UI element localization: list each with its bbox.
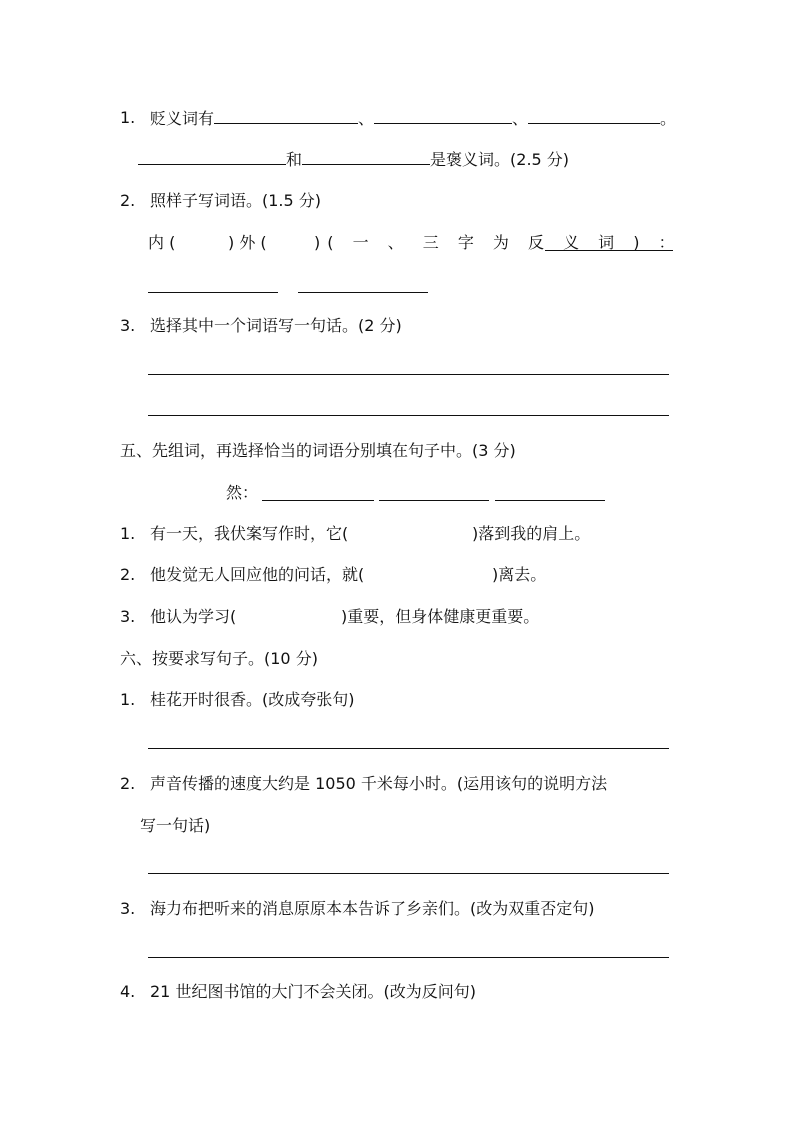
q1-blank-5[interactable] (302, 148, 430, 165)
s5-ran-blank-3[interactable] (495, 500, 605, 501)
q3-number: 3. (120, 316, 136, 335)
s5-item-3-before: 他认为学习( (150, 607, 237, 626)
s5-heading: 五、先组词，再选择恰当的词语分别填在句子中。(3 分) (120, 441, 516, 460)
s6-item-1-answer-line[interactable] (148, 748, 669, 749)
q1-blank-1[interactable] (214, 107, 358, 124)
q1-tail: 是褒义词。(2.5 分) (430, 150, 570, 169)
s6-item-4-text: 21 世纪图书馆的大门不会关闭。(改为反问句) (150, 982, 476, 1001)
s6-item-2-cont: 写一句话) (140, 816, 211, 835)
s5-ran-label: 然： (226, 483, 259, 502)
q3-answer-line-2[interactable] (148, 415, 669, 416)
s6-item-2-answer-line[interactable] (148, 873, 669, 874)
s5-item-2-after: )离去。 (492, 565, 547, 584)
s5-ran-blank-1[interactable] (262, 500, 374, 501)
s5-item-3-number: 3. (120, 607, 136, 626)
s6-heading: 六、按要求写句子。(10 分) (120, 649, 318, 668)
s6-item-2-text: 声音传播的速度大约是 1050 千米每小时。(运用该句的说明方法 (150, 774, 608, 793)
q1-text (150, 107, 676, 130)
q1-and: 和 (286, 150, 303, 169)
s5-item-2-number: 2. (120, 565, 136, 584)
q2-answer-line-3[interactable] (298, 292, 428, 293)
q3-answer-line-1[interactable] (148, 374, 669, 375)
q2-nei: 内 ( (148, 233, 176, 252)
q2-label: 照样子写词语。(1.5 分) (150, 191, 322, 210)
q1-sep-1: 、 (358, 109, 375, 128)
q2-answer-line-2[interactable] (148, 292, 278, 293)
s6-item-3-text: 海力布把听来的消息原原本本告诉了乡亲们。(改为双重否定句) (150, 899, 595, 918)
s6-item-2-number: 2. (120, 774, 136, 793)
s6-item-1-text: 桂花开时很香。(改成夸张句) (150, 690, 355, 709)
q2-answer-line-1[interactable] (545, 250, 673, 251)
q1-number: 1. (120, 108, 136, 127)
q1-sep-2: 、 (512, 109, 529, 128)
q1-blank-2[interactable] (374, 107, 512, 124)
s5-item-1-after: )落到我的肩上。 (472, 524, 591, 543)
s6-item-3-number: 3. (120, 899, 136, 918)
s6-item-1-number: 1. (120, 690, 136, 709)
s5-item-1-number: 1. (120, 524, 136, 543)
s5-ran-blank-2[interactable] (379, 500, 489, 501)
q2-wai: ) 外 ( (228, 233, 267, 252)
q3-label: 选择其中一个词语写一句话。(2 分) (150, 316, 402, 335)
q2-rule: )( 一 、 三 字 为 反 义 词 ) ： (314, 233, 682, 252)
q1-line-2-text (138, 148, 569, 171)
s6-item-3-answer-line[interactable] (148, 957, 669, 958)
q1-blank-4[interactable] (138, 148, 286, 165)
s5-item-1-before: 有一天，我伏案写作时，它( (150, 524, 349, 543)
s6-item-4-number: 4. (120, 982, 136, 1001)
s5-item-3-after: )重要，但身体健康更重要。 (341, 607, 540, 626)
q1-label: 贬义词有 (150, 109, 215, 128)
s5-item-2-before: 他发觉无人回应他的问话，就( (150, 565, 365, 584)
q1-end: 。 (660, 109, 677, 128)
q2-number: 2. (120, 191, 136, 210)
q1-blank-3[interactable] (528, 107, 660, 124)
